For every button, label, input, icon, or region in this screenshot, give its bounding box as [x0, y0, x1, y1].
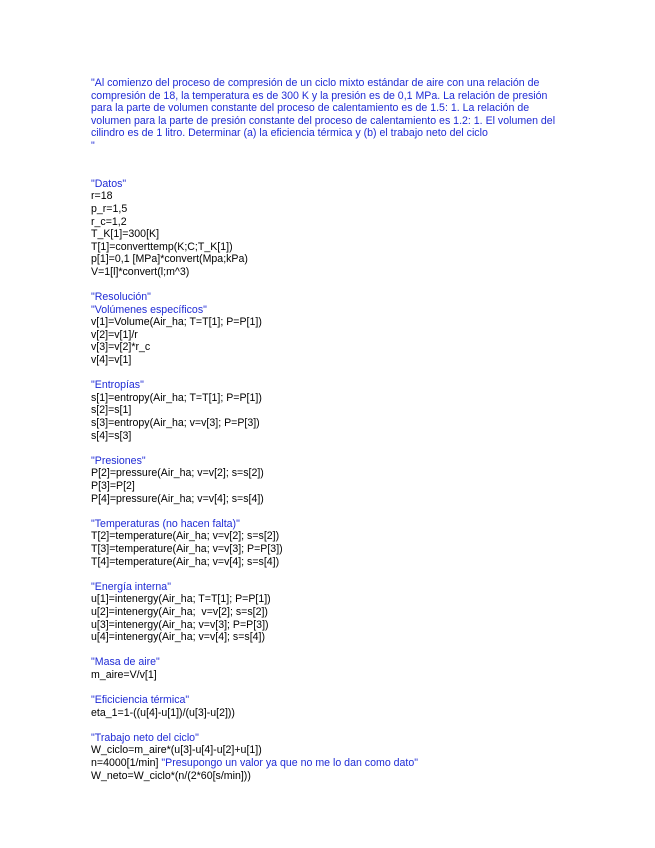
- code-line: p[1]=0,1 [MPa]*convert(Mpa;kPa): [91, 253, 248, 266]
- code-line: s[4]=s[3]: [91, 429, 132, 442]
- code-fragment: n=4000[1/min]: [91, 757, 162, 770]
- code-line: s[2]=s[1]: [91, 404, 132, 417]
- code-line: T[2]=temperature(Air_ha; v=v[2]; s=s[2]): [91, 530, 280, 543]
- section-header: "Temperaturas (no hacen falta)": [91, 517, 240, 530]
- statement-line: "Al comienzo del proceso de compresión de un ciclo mixto estándar de aire con una relación de: [91, 77, 540, 89]
- statement-line: compresión de 18, la temperatura es de 300 K y la presión es de 0,1 MPa. La relación de presión: [91, 89, 548, 102]
- code-line: u[3]=intenergy(Air_ha; v=v[3]; P=P[3]): [91, 618, 269, 631]
- code-line: P[4]=pressure(Air_ha; v=v[4]; s=s[4]): [91, 492, 264, 505]
- code-line-with-comment: [91, 757, 571, 770]
- temperaturas-section: [91, 518, 571, 568]
- code-line: u[4]=intenergy(Air_ha; v=v[4]; s=s[4]): [91, 631, 266, 644]
- code-line: eta_1=1-((u[4]-u[1])/(u[3]-u[2])): [91, 706, 235, 719]
- code-line: s[3]=entropy(Air_ha; v=v[3]; P=P[3]): [91, 417, 260, 430]
- section-header: "Eficiciencia térmica": [91, 694, 190, 707]
- code-line: W_ciclo=m_aire*(u[3]-u[4]-u[2]+u[1]): [91, 744, 262, 757]
- energia-section: [91, 581, 571, 644]
- code-line: P[3]=P[2]: [91, 480, 135, 492]
- code-line: m_aire=V/v[1]: [91, 668, 157, 681]
- inline-comment: "Presupongo un valor ya que no me lo dan como dato": [161, 757, 419, 770]
- problem-statement: [91, 77, 571, 153]
- code-line: v[1]=Volume(Air_ha; T=T[1]; P=P[1]): [91, 316, 262, 329]
- code-line: v[2]=v[1]/r: [91, 328, 138, 341]
- code-line: u[1]=intenergy(Air_ha; T=T[1]; P=P[1]): [91, 593, 271, 606]
- equation-window: [91, 77, 571, 782]
- code-line: v[4]=v[1]: [91, 354, 132, 367]
- section-header: "Resolución": [91, 291, 151, 304]
- section-header: "Presiones": [91, 454, 146, 467]
- section-header: "Datos": [91, 177, 127, 190]
- entropias-section: [91, 379, 571, 442]
- statement-line: cilindro es de 1 litro. Determinar (a) la eficiencia térmica y (b) el trabajo neto del ciclo: [91, 127, 488, 140]
- statement-line: volumen para la parte de presión constante del proceso de calentamiento es 1.2: 1. El volumen del: [91, 114, 556, 127]
- code-line: r_c=1,2: [91, 215, 127, 228]
- statement-line: ": [91, 139, 95, 152]
- trabajo-section: [91, 732, 571, 782]
- subsection-header: "Volúmenes específicos": [91, 303, 207, 316]
- datos-section: [91, 178, 571, 279]
- code-line: P[2]=pressure(Air_ha; v=v[2]; s=s[2]): [91, 467, 264, 480]
- section-header: "Trabajo neto del ciclo": [91, 731, 199, 744]
- code-line: V=1[l]*convert(l;m^3): [91, 265, 190, 278]
- masa-section: [91, 656, 571, 681]
- section-header: "Entropías": [91, 379, 144, 392]
- code-line: r=18: [91, 190, 113, 203]
- code-line: u[2]=intenergy(Air_ha; v=v[2]; s=s[2]): [91, 605, 268, 618]
- presiones-section: [91, 455, 571, 505]
- section-header: "Masa de aire": [91, 656, 160, 669]
- section-header: "Energía interna": [91, 580, 171, 593]
- code-line: W_neto=W_ciclo*(n/(2*60[s/min])): [91, 769, 251, 782]
- code-line: s[1]=entropy(Air_ha; T=T[1]; P=P[1]): [91, 391, 262, 404]
- code-line: v[3]=v[2]*r_c: [91, 341, 151, 354]
- code-line: T_K[1]=300[K]: [91, 228, 160, 241]
- eficiencia-section: [91, 694, 571, 719]
- statement-line: para la parte de volumen constante del proceso de calentamiento es de 1.5: 1. La relación de: [91, 102, 530, 115]
- code-line: T[4]=temperature(Air_ha; v=v[4]; s=s[4]): [91, 555, 280, 568]
- code-line: T[1]=converttemp(K;C;T_K[1]): [91, 240, 233, 253]
- code-line: T[3]=temperature(Air_ha; v=v[3]; P=P[3]): [91, 542, 283, 555]
- code-line: p_r=1,5: [91, 202, 128, 215]
- resolucion-section: [91, 291, 571, 367]
